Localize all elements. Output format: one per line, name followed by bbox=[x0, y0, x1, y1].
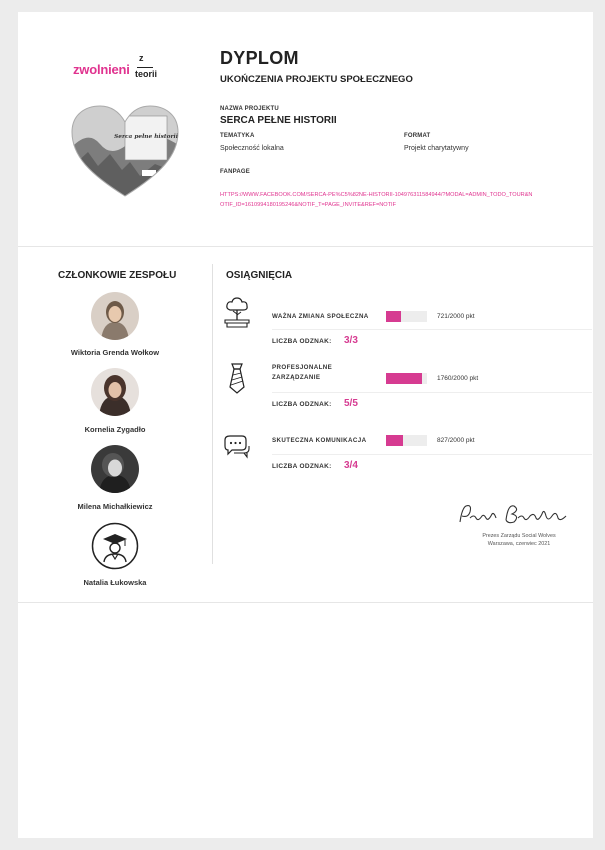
fanpage-label: FANPAGE bbox=[220, 169, 250, 175]
achievement-2-points: 1760/2000 pkt bbox=[437, 375, 479, 382]
diploma-page bbox=[18, 12, 593, 838]
logo-main-text: zwolnieni bbox=[73, 62, 130, 77]
achievement-3-progress-fill bbox=[386, 435, 403, 446]
achievement-2-progress-fill bbox=[386, 373, 422, 384]
member-name-4: Natalia Łukowska bbox=[83, 578, 147, 587]
achievement-2-divider bbox=[272, 392, 592, 393]
achievement-2-progress-bar bbox=[386, 373, 427, 384]
chat-bubbles-icon bbox=[222, 432, 252, 466]
signature-place-date: Warszawa, czerwiec 2021 bbox=[487, 541, 551, 547]
member-name-2: Kornelia Zygadło bbox=[84, 425, 146, 434]
achievement-2-badges-value: 5/5 bbox=[344, 398, 358, 409]
achievement-3-points: 827/2000 pkt bbox=[437, 437, 475, 444]
signatory-role: Prezes Zarządu Social Wolves bbox=[482, 533, 556, 539]
achievement-3-progress-bar bbox=[386, 435, 427, 446]
column-divider bbox=[212, 264, 213, 564]
achievement-1-progress-bar bbox=[386, 311, 427, 322]
member-name-3: Milena Michałkiewicz bbox=[77, 502, 153, 511]
achievement-3-divider bbox=[272, 454, 592, 455]
achievement-1-badges-value: 3/3 bbox=[344, 335, 358, 346]
achievement-1-progress-fill bbox=[386, 311, 401, 322]
achievement-1-divider bbox=[272, 329, 592, 330]
signature-caption bbox=[474, 532, 564, 548]
zwolnieni-z-teorii-logo bbox=[73, 50, 173, 90]
signature-image bbox=[454, 494, 579, 534]
project-name: SERCA PEŁNE HISTORII bbox=[220, 115, 337, 126]
achievement-3-name: SKUTECZNA KOMUNIKACJA bbox=[272, 437, 367, 444]
achievement-2-name-line2: ZARZĄDZANIE bbox=[272, 374, 321, 381]
tie-icon bbox=[222, 361, 252, 395]
tree-icon bbox=[222, 296, 252, 330]
diploma-title: DYPLOM bbox=[220, 48, 299, 68]
diploma-subtitle: UKOŃCZENIA PROJEKTU SPOŁECZNEGO bbox=[220, 74, 413, 85]
achievement-2-name-line1: PROFESJONALNE bbox=[272, 364, 333, 371]
achievement-1-badges-label: LICZBA ODZNAK: bbox=[272, 338, 332, 345]
avatar-member-3 bbox=[91, 445, 139, 493]
project-name-label: NAZWA PROJEKTU bbox=[220, 106, 279, 112]
format-value: Projekt charytatywny bbox=[404, 145, 469, 152]
achievement-1-points: 721/2000 pkt bbox=[437, 313, 475, 320]
format-label: FORMAT bbox=[404, 133, 431, 139]
avatar-member-2 bbox=[91, 368, 139, 416]
achievements-section-title: OSIĄGNIĘCIA bbox=[226, 270, 293, 281]
bottom-divider bbox=[18, 602, 593, 603]
project-heart-image bbox=[70, 104, 180, 199]
team-section-title: CZŁONKOWIE ZESPOŁU bbox=[58, 270, 177, 281]
graduate-icon bbox=[91, 522, 139, 570]
avatar-member-1 bbox=[91, 292, 139, 340]
achievement-2-badges-label: LICZBA ODZNAK: bbox=[272, 401, 332, 408]
achievement-3-badges-value: 3/4 bbox=[344, 460, 358, 471]
member-name-1: Wiktoria Grenda Wołkow bbox=[70, 348, 160, 357]
achievement-1-name: WAŻNA ZMIANA SPOŁECZNA bbox=[272, 313, 369, 320]
logo-teorii-text: teorii bbox=[135, 69, 158, 79]
achievement-3-badges-label: LICZBA ODZNAK: bbox=[272, 463, 332, 470]
section-divider bbox=[18, 246, 593, 247]
achievement-2-name bbox=[272, 363, 332, 383]
project-image-title: Serca pełne historii bbox=[114, 134, 178, 140]
fanpage-link[interactable]: HTTPS://WWW.FACEBOOK.COM/SERCA-PE%C5%82NE-HISTORII-104976311584944/?MODAL=ADMIN_TODO_TOUR&NOTIF_ID=1610994180195246&NOTIF_T=PAGE_INVITE&REF=NOTIF bbox=[220, 192, 533, 208]
logo-divider bbox=[137, 67, 153, 68]
topic-label: TEMATYKA bbox=[220, 133, 255, 139]
topic-value: Społeczność lokalna bbox=[220, 145, 284, 152]
logo-z-text: z bbox=[139, 53, 144, 63]
